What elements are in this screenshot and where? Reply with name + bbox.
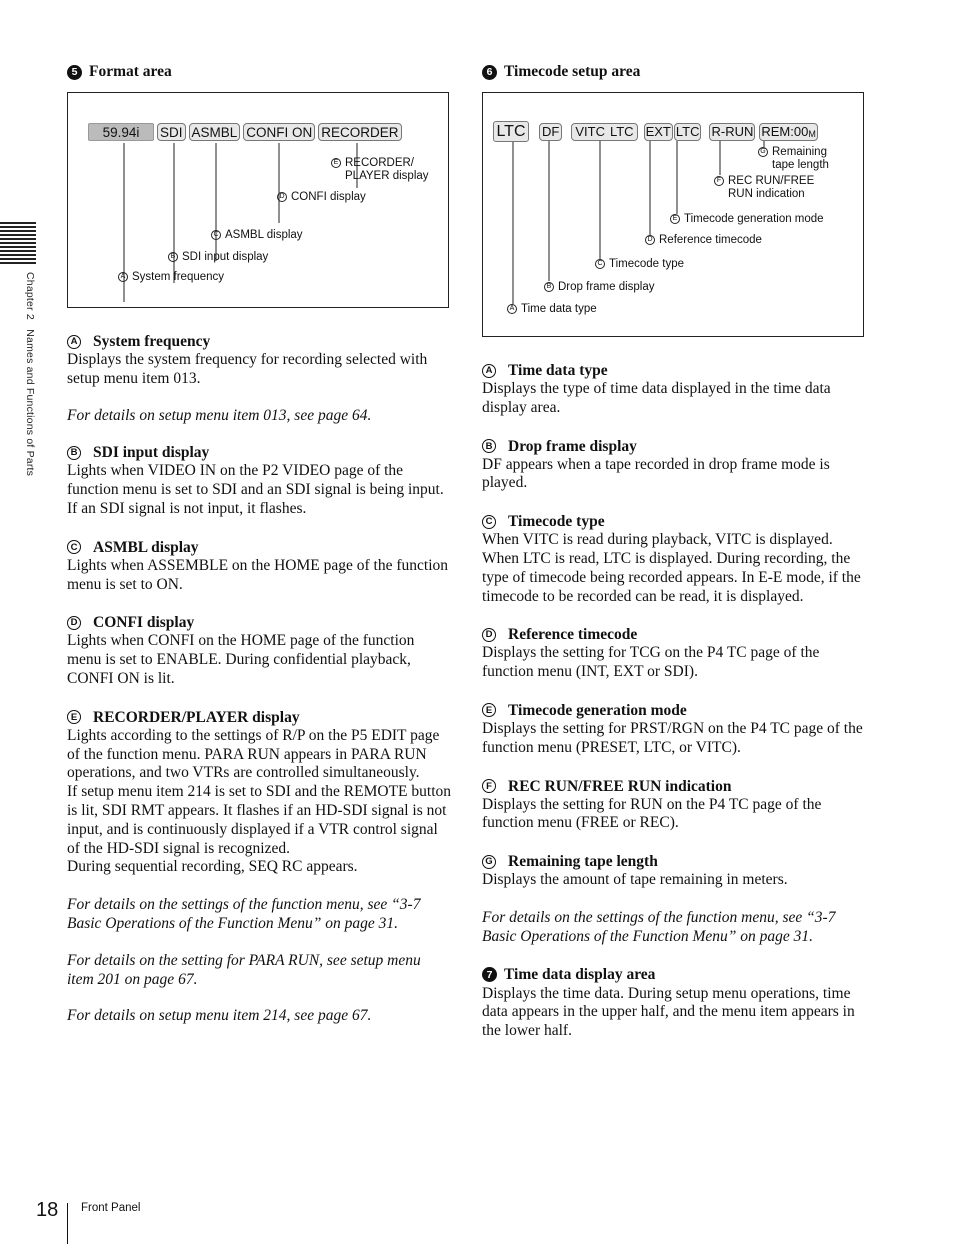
note-para-run: For details on the setting for PARA RUN, see setup menu item 201 on page 67.	[67, 951, 421, 988]
callout-time-data-type: A Time data type	[507, 303, 597, 316]
item-reference-timecode: D Reference timecode Displays the setting for TCG on the P4 TC page of the function menu (INT, EXT or SDI).	[482, 626, 820, 681]
callout-drop-frame: B Drop frame display	[544, 281, 655, 294]
callout-rec-run: F REC RUN/FREE RUN indication	[714, 175, 814, 200]
footer-divider	[67, 1203, 68, 1244]
item-sdi-input: B SDI input display Lights when VIDEO IN on the P2 VIDEO page of the function menu is set to SDI and an SDI signal is being input. If an SDI signal is not input, it flashes.	[67, 444, 444, 517]
callout-sdi: B SDI input display	[168, 251, 268, 264]
item-recorder-player: E RECORDER/PLAYER display Lights according to the settings of R/P on the P5 EDIT page of the function menu. PARA RUN appears in PARA RUN operations, and two VTRs are controlled simultaneously. If setup menu item 214 is set to SDI and the REMOTE button is lit, SDI RMT appears. It flashes if an HD-SDI signal is not input, and is continuously displayed if a VTR control signal of the HD-SDI signal is recognized. During sequential recording, SEQ RC appears.	[67, 708, 452, 876]
item-drop-frame: B Drop frame display DF appears when a tape recorded in drop frame mode is played.	[482, 437, 830, 492]
left-column	[67, 62, 451, 1044]
item-timecode-type: C Timecode type When VITC is read during playback, VITC is displayed. When LTC is read, LTC is displayed. During recording, the type of timecode being recorded appears. In E-E mode, if the timecode to be recorded can be read, it is displayed.	[482, 513, 861, 605]
timecode-area-figure	[482, 92, 864, 337]
callout-remaining-tape: G Remaining tape length	[758, 146, 829, 171]
lcd-segment: EXT	[645, 124, 671, 139]
footer-section: Front Panel	[81, 1202, 141, 1214]
lcd-segment: REM:00 M	[761, 124, 816, 139]
lcd-segment: R-RUN	[711, 124, 754, 139]
callout-asmbl: C ASMBL display	[211, 229, 303, 242]
lcd-segment: CONFI ON	[243, 123, 315, 141]
callout-system-frequency: A System frequency	[118, 271, 224, 284]
format-area-heading: 5 Format area	[67, 62, 451, 82]
lcd-segment: VITC LTC	[571, 123, 637, 141]
lcd-segment: DF	[539, 123, 562, 141]
note-item-013: For details on setup menu item 013, see page 64.	[67, 406, 372, 424]
page-number: 18	[36, 1199, 59, 1221]
item-system-frequency: A System frequency Displays the system frequency for recording selected with setup menu item 013.	[67, 333, 428, 387]
lcd-segment: LTC	[675, 124, 700, 139]
callout-timecode-type: C Timecode type	[595, 258, 684, 271]
item-time-data-type: A Time data type Displays the type of time data displayed in the time data display area.	[482, 362, 831, 416]
format-lcd-display	[88, 123, 402, 141]
lcd-segment: 59.94i	[88, 123, 154, 141]
timecode-lcd-display	[493, 121, 818, 142]
item-asmbl: C ASMBL display Lights when ASSEMBLE on the HOME page of the function menu is set to ON.	[67, 538, 448, 593]
note-function-menu: For details on the settings of the function menu, see “3-7 Basic Operations of the Function Menu” on page 31.	[67, 896, 421, 932]
lcd-segment: LTC	[493, 121, 529, 142]
callout-reference-timecode: D Reference timecode	[645, 234, 762, 247]
section-number-7: 7	[482, 967, 497, 982]
chapter-side-label: Chapter 2 Names and Functions of Parts	[24, 272, 36, 477]
callout-confi: D CONFI display	[277, 191, 366, 204]
lcd-segment: RECORDER	[318, 123, 401, 141]
item-remaining-tape: G Remaining tape length Displays the amount of tape remaining in meters.	[482, 853, 788, 889]
time-data-area-heading: 7 Time data display area	[482, 965, 866, 985]
callout-timecode-generation: E Timecode generation mode	[670, 213, 824, 226]
note-function-menu-right: For details on the settings of the function menu, see “3-7 Basic Operations of the Function Menu” on page 31.	[482, 908, 836, 945]
section-number-5: 5	[67, 65, 82, 80]
chapter-tab-marker	[0, 222, 36, 266]
note-item-214: For details on setup menu item 214, see page 67.	[67, 1007, 372, 1025]
time-data-area-body: Displays the time data. During setup menu operations, time data appears in the upper half, and the menu item appears in the lower half.	[482, 984, 855, 1040]
callout-recorder-player: E RECORDER/ PLAYER display	[331, 157, 429, 182]
timecode-area-heading: 6 Timecode setup area	[482, 62, 866, 82]
section-number-6: 6	[482, 65, 497, 80]
item-rec-run: F REC RUN/FREE RUN indication Displays the setting for RUN on the P4 TC page of the function menu (FREE or REC).	[482, 777, 822, 832]
lcd-segment: ASMBL	[189, 123, 241, 141]
right-column	[482, 62, 866, 1041]
item-timecode-generation: E Timecode generation mode Displays the setting for PRST/RGN on the P4 TC page of the function menu (PRESET, LTC, or VITC).	[482, 701, 863, 756]
format-area-figure	[67, 92, 449, 308]
lcd-segment: SDI	[157, 123, 186, 141]
item-confi: D CONFI display Lights when CONFI on the HOME page of the function menu is set to ENABLE. During confidential playback, CONFI ON is lit.	[67, 614, 415, 687]
